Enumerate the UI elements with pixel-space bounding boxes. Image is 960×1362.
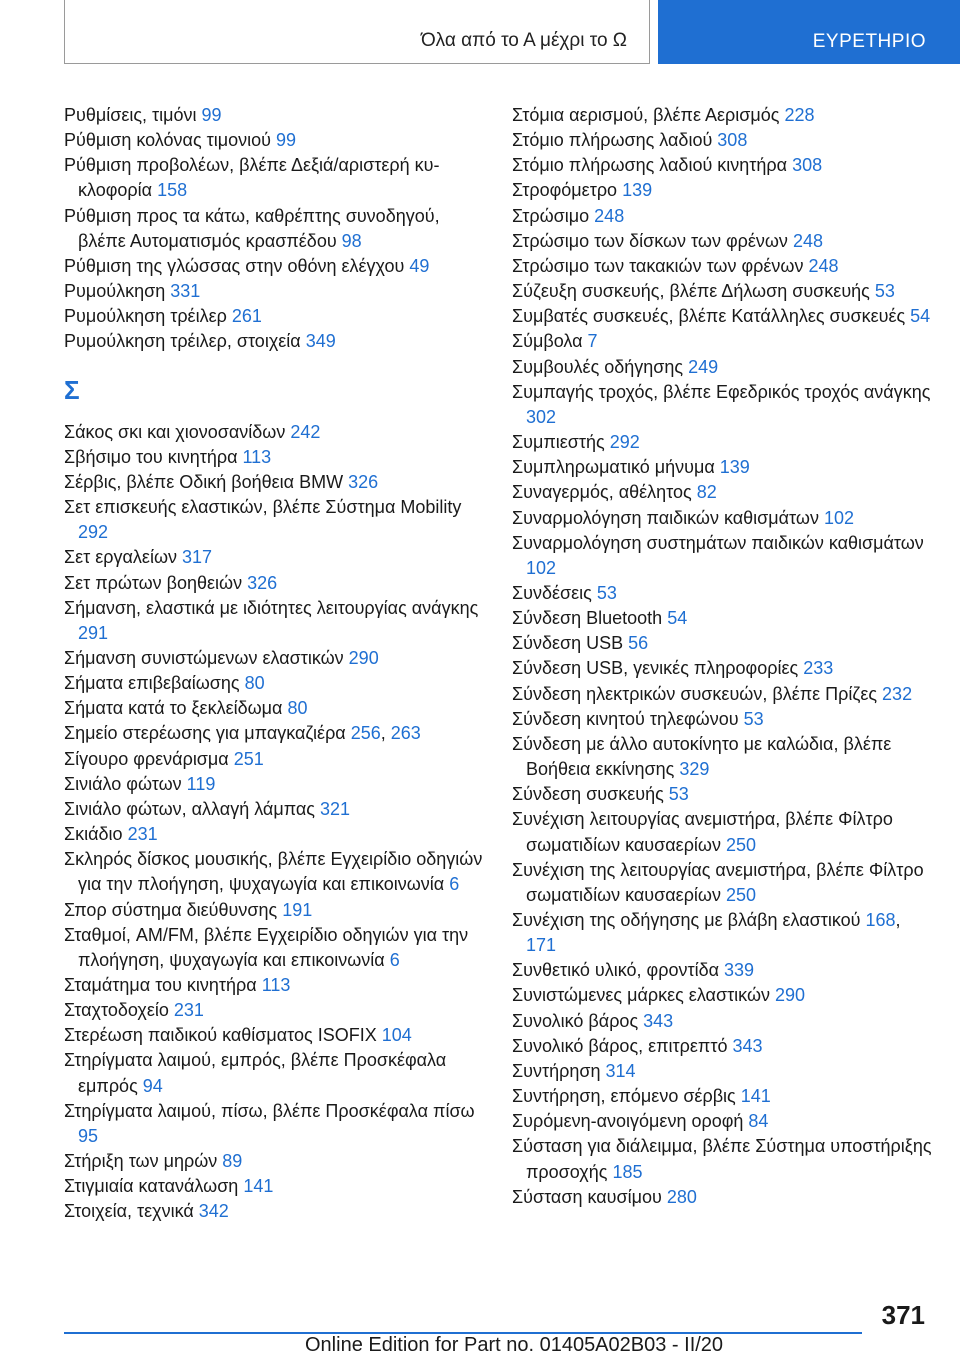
index-entry	[64, 772, 484, 797]
entry-term: Σύμβολα	[512, 331, 588, 352]
entry-term: Συντήρηση	[512, 1060, 606, 1081]
page-link[interactable]: 141	[740, 1086, 771, 1107]
index-entry	[512, 153, 932, 178]
page-link[interactable]: 250	[726, 834, 757, 855]
page-link[interactable]: 54	[667, 608, 688, 629]
index-entry	[512, 430, 932, 455]
page-link[interactable]: 256	[350, 723, 381, 744]
index-entry	[512, 1059, 932, 1084]
entry-term: Σέρβις, βλέπε Οδική βοήθεια BMW	[64, 471, 349, 492]
page-link[interactable]: 261	[231, 306, 262, 327]
page-link[interactable]: 263	[390, 723, 421, 744]
page-link[interactable]: 104	[381, 1025, 412, 1046]
page-link[interactable]: 331	[170, 281, 201, 302]
left-top-entries	[64, 103, 484, 355]
entry-term: Συνιστώμενες μάρκες ελαστικών	[512, 985, 776, 1006]
index-entry	[64, 153, 484, 203]
index-entry	[512, 1009, 932, 1034]
page-link[interactable]: 308	[717, 130, 748, 151]
entry-term: Στόμιο πλήρωσης λαδιού	[512, 130, 718, 151]
page-link[interactable]: 139	[719, 457, 750, 478]
index-entry	[64, 103, 484, 128]
page-link[interactable]: 317	[182, 547, 213, 568]
index-entry	[512, 204, 932, 229]
index-entry	[64, 204, 484, 254]
index-entry	[512, 958, 932, 983]
page-link[interactable]: 248	[792, 230, 823, 251]
index-entry	[64, 696, 484, 721]
page-link[interactable]: 302	[526, 406, 557, 427]
index-entry	[512, 807, 932, 857]
entry-term: Στρώσιμο	[512, 205, 595, 226]
entry-term: Ρυμούλκηση τρέιλερ, στοιχεία	[64, 331, 306, 352]
page-link[interactable]: 82	[696, 482, 717, 503]
entry-term: Σήματα κατά το ξεκλείδωμα	[64, 698, 288, 719]
entry-term: Σετ επισκευής ελαστικών, βλέπε Σύστημα Mobility	[64, 497, 462, 518]
index-entry	[512, 858, 932, 908]
page-link[interactable]: 185	[612, 1161, 643, 1182]
entry-term: Στόμια αερισμού, βλέπε Αερισμός	[512, 105, 785, 125]
index-entry	[512, 631, 932, 656]
page-link[interactable]: 321	[319, 798, 351, 819]
index-entry	[512, 531, 932, 581]
entry-term: Συμπληρωματικό μήνυμα	[512, 457, 720, 478]
index-entry	[512, 1034, 932, 1059]
entry-term: Στρώσιμο των δίσκων των φρένων	[512, 230, 793, 251]
entry-term: Σκιάδιο	[64, 824, 128, 845]
entry-term: Ρύθμιση της γλώσσας στην οθόνη ελέγχου	[64, 255, 410, 276]
entry-term: Σήμανση συνιστώμενων ελαστικών	[64, 647, 349, 668]
entry-term: Στηρίγματα λαιμού, εμπρός, βλέπε Προσκέφαλα εμπρός	[64, 1050, 447, 1096]
page-link[interactable]: 94	[142, 1075, 163, 1096]
page-link[interactable]: 231	[127, 824, 158, 845]
page-link[interactable]: 171	[526, 935, 557, 956]
page-link[interactable]: 343	[732, 1035, 763, 1056]
entry-term: Σβήσιμο του κινητήρα	[64, 446, 243, 467]
entry-term: Συναγερμός, αθέλητος	[512, 482, 697, 503]
entry-term: Συμβουλές οδήγησης	[512, 356, 689, 377]
index-entry	[512, 707, 932, 732]
entry-term: Σταμάτημα του κινητήρα	[64, 975, 262, 995]
index-entry	[512, 380, 932, 430]
page-link[interactable]: 232	[882, 683, 913, 704]
page-link[interactable]: 53	[874, 281, 895, 302]
entry-term: Σύζευξη συσκευής, βλέπε Δήλωση συσκευής	[512, 281, 875, 302]
entry-term: Στερέωση παιδικού καθίσματος ISOFIX	[64, 1025, 382, 1046]
page-link[interactable]: 6	[389, 949, 400, 970]
page-link[interactable]: 102	[526, 557, 557, 578]
entry-term: Σάκος σκι και χιονοσανίδων	[64, 421, 291, 442]
index-entry	[512, 279, 932, 304]
index-entry	[64, 470, 484, 495]
page-link[interactable]: 158	[157, 180, 188, 201]
index-entry	[512, 506, 932, 531]
page-link[interactable]: 343	[643, 1010, 674, 1031]
page-separator: ,	[895, 910, 901, 930]
entry-term: Στοιχεία, τεχνικά	[64, 1201, 199, 1222]
page-link[interactable]: 290	[348, 647, 379, 668]
index-entry	[512, 254, 932, 279]
entry-term: Συνολικό βάρος, επιτρεπτό	[512, 1035, 733, 1056]
index-entry	[512, 103, 932, 128]
right-entries	[512, 103, 932, 1210]
section-tab[interactable]	[64, 0, 650, 64]
index-tab-label: ΕΥΡΕΤΗΡΙΟ	[812, 31, 926, 52]
index-entry	[512, 908, 932, 958]
index-entry	[512, 128, 932, 153]
left-sigma-entries	[64, 420, 484, 1225]
index-entry	[64, 279, 484, 304]
page-link[interactable]: 139	[622, 180, 653, 201]
page-link[interactable]: 99	[275, 130, 296, 151]
entry-term: Σταθμοί, AM/FM, βλέπε Εγχειρίδιο οδηγιών για την πλοήγηση, ψυχαγωγία και επικοινωνία	[64, 924, 469, 970]
page-link[interactable]: 251	[233, 748, 264, 769]
index-entry	[64, 128, 484, 153]
entry-term: Ρύθμιση κολόνας τιμονιού	[64, 130, 276, 151]
index-entry	[64, 721, 484, 746]
entry-term: Στόμιο πλήρωσης λαδιού κινητήρα	[512, 155, 793, 176]
footer-edition: Online Edition for Part no. 01405A02B03 - II/20	[305, 1334, 724, 1356]
page-link[interactable]: 308	[792, 155, 823, 176]
page-link[interactable]: 228	[784, 105, 815, 125]
page-link[interactable]: 292	[78, 522, 109, 543]
page-link[interactable]: 98	[341, 230, 362, 251]
page-link[interactable]: 248	[808, 255, 839, 276]
index-entry	[64, 329, 484, 354]
index-entry	[512, 983, 932, 1008]
index-entry	[64, 254, 484, 279]
index-tab[interactable]	[658, 0, 960, 64]
index-entry	[512, 304, 932, 329]
page-link[interactable]: 54	[910, 306, 931, 327]
entry-term: Συνθετικό υλικό, φροντίδα	[512, 960, 725, 981]
entry-term: Ρυμούλκηση	[64, 281, 171, 302]
index-entry	[64, 822, 484, 847]
index-entry	[64, 495, 484, 545]
index-entry	[64, 1099, 484, 1149]
entry-term: Συνδέσεις	[512, 582, 597, 603]
entry-term: Ρυμούλκηση τρέιλερ	[64, 306, 232, 327]
page-link[interactable]: 99	[201, 105, 222, 125]
entry-term: Συνέχιση λειτουργίας ανεμιστήρα, βλέπε Φίλτρο σωματιδίων καυσαερίων	[512, 809, 893, 855]
index-entry	[512, 229, 932, 254]
entry-term: Σύνδεση Bluetooth	[512, 608, 668, 629]
entry-term: Σήματα επιβεβαίωσης	[64, 673, 245, 694]
page-link[interactable]: 231	[173, 1000, 204, 1021]
page-number: 371	[881, 1300, 925, 1330]
index-entry	[64, 1199, 484, 1224]
section-tab-label: Όλα από το Α μέχρι το Ω	[420, 30, 627, 51]
page-link[interactable]: 280	[666, 1186, 697, 1207]
index-entry	[64, 1149, 484, 1174]
page-link[interactable]: 314	[605, 1060, 636, 1081]
page-link[interactable]: 141	[243, 1176, 274, 1197]
page-link[interactable]: 53	[596, 582, 617, 603]
index-entry	[512, 581, 932, 606]
entry-term: Σετ εργαλείων	[64, 547, 183, 568]
page-link[interactable]: 53	[743, 708, 764, 729]
section-letter: Σ	[64, 374, 80, 405]
entry-term: Σύνδεση USB	[512, 633, 629, 654]
page-link[interactable]: 233	[803, 658, 834, 679]
page-link[interactable]: 6	[449, 874, 460, 895]
entry-term: Ρύθμιση προβολέων, βλέπε Δεξιά/αριστερή κυκλοφορία	[64, 155, 440, 201]
index-entry	[512, 1185, 932, 1210]
entry-term: Σινιάλο φώτων, αλλαγή λάμπας	[64, 798, 320, 819]
page-link[interactable]: 84	[748, 1111, 769, 1132]
entry-term: Σκληρός δίσκος μουσικής, βλέπε Εγχειρίδιο οδηγιών για την πλοήγηση, ψυχαγωγία και επικοινωνία	[64, 849, 483, 895]
page-link[interactable]: 326	[348, 471, 379, 492]
entry-term: Σταχτοδοχείο	[64, 1000, 174, 1021]
entry-term: Σημείο στερέωσης για μπαγκαζιέρα	[64, 723, 351, 744]
entry-term: Ρυθμίσεις, τιμόνι	[64, 105, 202, 125]
page-link[interactable]: 89	[222, 1151, 243, 1172]
entry-term: Ρύθμιση προς τα κάτω, καθρέπτης συνοδηγού, βλέπε Αυτοματισμός κρασπέδου	[64, 205, 440, 251]
entry-term: Σύνδεση USB, γενικές πληροφορίες	[512, 658, 804, 679]
entry-term: Σύνδεση με άλλο αυτοκίνητο με καλώδια, βλέπε Βοήθεια εκκίνησης	[512, 733, 892, 780]
entry-term: Στρώσιμο των τακακιών των φρένων	[512, 255, 809, 276]
left-column	[64, 103, 484, 1225]
entry-term: Σύσταση για διάλειμμα, βλέπε Σύστημα υποστήριξης προσοχής	[512, 1136, 932, 1182]
index-entry	[64, 445, 484, 470]
index-entry	[512, 682, 932, 707]
entry-term: Συμπιεστής	[512, 432, 610, 453]
page-link[interactable]: 113	[261, 975, 291, 995]
index-entry	[64, 747, 484, 772]
entry-term: Συρόμενη-ανοιγόμενη οροφή	[512, 1111, 749, 1132]
index-entry	[64, 304, 484, 329]
entry-term: Σίγουρο φρενάρισμα	[64, 748, 234, 769]
entry-term: Σπορ σύστημα διεύθυνσης	[64, 899, 283, 920]
index-entry	[64, 923, 484, 973]
entry-term: Σύνδεση συσκευής	[512, 784, 669, 805]
index-entry	[512, 782, 932, 807]
index-entry	[64, 596, 484, 646]
index-entry	[64, 1023, 484, 1048]
index-entry	[64, 998, 484, 1023]
index-entry	[64, 646, 484, 671]
index-entry	[64, 1048, 484, 1098]
page-link[interactable]: 250	[726, 884, 757, 905]
index-entry	[512, 480, 932, 505]
index-entry	[64, 898, 484, 923]
entry-term: Στηρίγματα λαιμού, πίσω, βλέπε Προσκέφαλα πίσω	[64, 1100, 475, 1121]
page-link[interactable]: 191	[282, 899, 313, 920]
index-entry	[64, 1174, 484, 1199]
entry-term: Συναρμολόγηση παιδικών καθισμάτων	[512, 507, 824, 528]
entry-term: Σύσταση καυσίμου	[512, 1186, 667, 1207]
entry-term: Συνολικό βάρος	[512, 1010, 644, 1031]
page-link[interactable]: 56	[628, 633, 649, 654]
page-separator: ,	[380, 723, 391, 744]
page-link[interactable]: 242	[290, 421, 321, 442]
entry-term: Σύνδεση ηλεκτρικών συσκευών, βλέπε Πρίζες	[512, 683, 883, 704]
entry-term: Συμβατές συσκευές, βλέπε Κατάλληλες συσκευές	[512, 306, 911, 327]
index-entry	[512, 656, 932, 681]
index-entry	[512, 455, 932, 480]
index-entry	[64, 847, 484, 897]
entry-term: Συμπαγής τροχός, βλέπε Εφεδρικός τροχός ανάγκης	[512, 381, 931, 402]
page-link[interactable]: 95	[78, 1125, 99, 1146]
index-entry	[64, 973, 484, 998]
index-entry	[512, 1134, 932, 1184]
entry-term: Συναρμολόγηση συστημάτων παιδικών καθισμάτων	[512, 532, 924, 553]
page-link[interactable]: 168	[865, 910, 896, 930]
index-entry	[512, 178, 932, 203]
index-entry	[64, 545, 484, 570]
entry-term: Συντήρηση, επόμενο σέρβις	[512, 1086, 741, 1107]
page-link[interactable]: 102	[823, 507, 854, 528]
index-entry	[512, 1084, 932, 1109]
page-link[interactable]: 292	[609, 432, 640, 453]
page-link[interactable]: 7	[587, 331, 598, 352]
page-link[interactable]: 49	[409, 255, 430, 276]
page-link[interactable]: 349	[305, 331, 336, 352]
page-link[interactable]: 291	[78, 622, 109, 643]
right-column	[512, 103, 932, 1210]
index-entry	[512, 732, 932, 782]
page-link[interactable]: 329	[679, 759, 710, 780]
index-entry	[512, 329, 932, 354]
entry-term: Σύνδεση κινητού τηλεφώνου	[512, 708, 744, 729]
entry-term: Σινιάλο φώτων	[64, 773, 187, 794]
entry-term: Στήριξη των μηρών	[64, 1151, 223, 1172]
index-entry	[512, 355, 932, 380]
page-link[interactable]: 290	[775, 985, 806, 1006]
entry-term: Σετ πρώτων βοηθειών	[64, 572, 248, 593]
page-link[interactable]: 119	[186, 773, 216, 794]
index-entry	[512, 1109, 932, 1134]
entry-term: Στιγμιαία κατανάλωση	[64, 1176, 244, 1197]
page-link[interactable]: 249	[688, 356, 719, 377]
index-entry	[64, 420, 484, 445]
entry-term: Στροφόμετρο	[512, 180, 623, 201]
page-link[interactable]: 53	[668, 784, 689, 805]
page-link[interactable]: 248	[594, 205, 625, 226]
entry-term: Συνέχιση της λειτουργίας ανεμιστήρα, βλέπε Φίλτρο σωματιδίων καυσαερίων	[512, 859, 924, 905]
entry-term: Σήμανση, ελαστικά με ιδιότητες λειτουργίας ανάγκης	[64, 597, 479, 618]
index-entry	[512, 606, 932, 631]
page-link[interactable]: 80	[287, 698, 308, 719]
page-link[interactable]: 339	[724, 960, 755, 981]
page-link[interactable]: 113	[242, 446, 272, 467]
page-link[interactable]: 342	[198, 1201, 229, 1222]
index-entry	[64, 671, 484, 696]
page-link[interactable]: 80	[244, 673, 265, 694]
index-entry	[64, 571, 484, 596]
entry-term: Συνέχιση της οδήγησης με βλάβη ελαστικού	[512, 910, 866, 930]
page-link[interactable]: 326	[247, 572, 278, 593]
index-entry	[64, 797, 484, 822]
